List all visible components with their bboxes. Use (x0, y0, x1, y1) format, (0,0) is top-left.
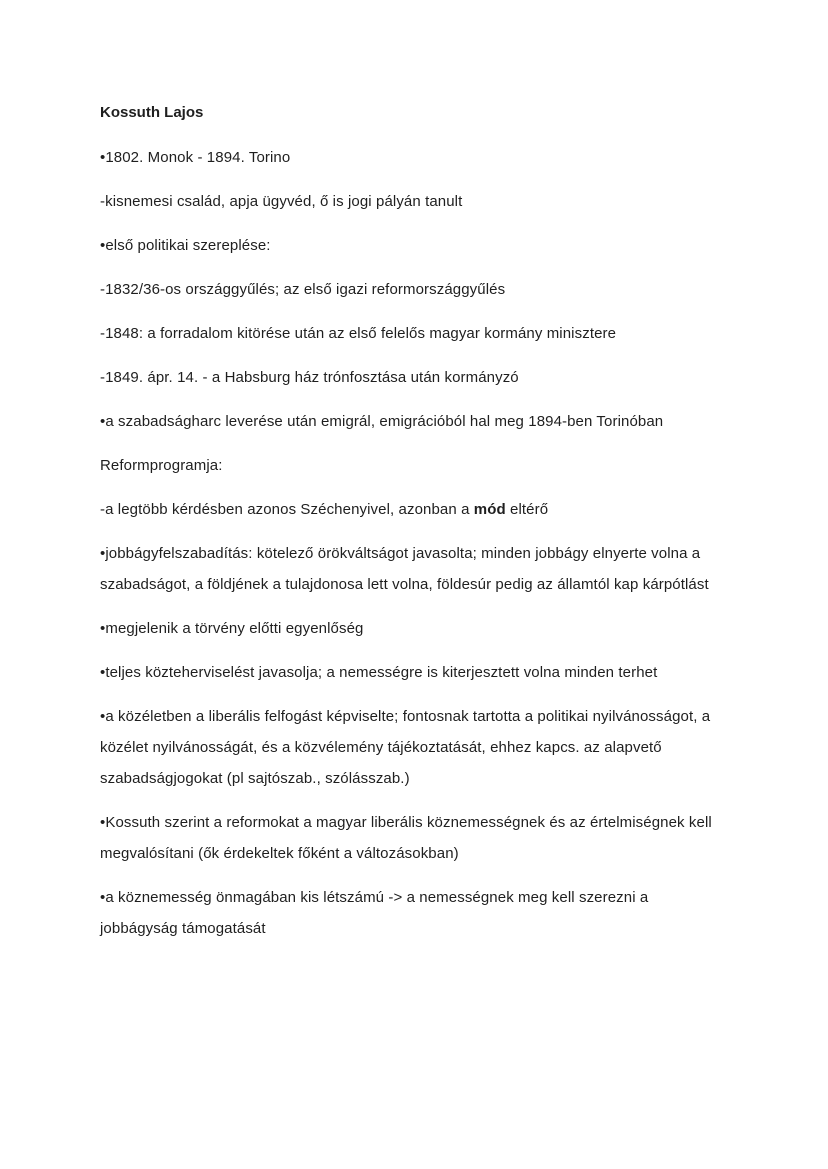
text-run: -kisnemesi család, apja ügyvéd, ő is jogi pályán tanult (100, 193, 463, 210)
paragraph (100, 186, 730, 217)
text-run: •a szabadságharc leverése után emigrál, emigrációból hal meg 1894-ben Torinóban (100, 413, 664, 430)
paragraph (100, 274, 730, 305)
paragraph (100, 657, 730, 688)
paragraph (100, 142, 730, 173)
paragraph (100, 494, 730, 525)
paragraph (100, 701, 730, 794)
text-run: eltérő (505, 501, 549, 518)
paragraph (100, 538, 730, 600)
text-run: -1849. ápr. 14. - a Habsburg ház trónfosztása után kormányzó (100, 369, 519, 386)
paragraph (100, 230, 730, 261)
document-body (100, 142, 730, 944)
text-run: -1848: a forradalom kitörése után az első felelős magyar kormány minisztere (100, 325, 617, 342)
text-run: •teljes közteherviselést javasolja; a nemességre is kiterjesztett volna minden terhet (100, 664, 658, 681)
paragraph (100, 362, 730, 393)
text-run: -a legtöbb kérdésben azonos Széchenyivel, azonban a (100, 501, 474, 518)
paragraph (100, 450, 730, 481)
document-title: Kossuth Lajos (100, 104, 204, 121)
text-run: •Kossuth szerint a reformokat a magyar liberális köznemességnek és az értelmiségnek kell megvalósítani (ők érdekeltek főként a változásokban) (100, 814, 712, 862)
text-run: •első politikai szereplése: (100, 237, 271, 254)
text-run: •megjelenik a törvény előtti egyenlőség (100, 620, 364, 637)
text-run: •a közéletben a liberális felfogást képviselte; fontosnak tartotta a politikai nyilvánosságot, a közélet nyilvánosságát, és a közvélemény tájékoztatását, ehhez kapcs. az alapvető szabadságjogokat (pl sajtószab., szólásszab.) (100, 708, 711, 787)
paragraph (100, 613, 730, 644)
text-run: Reformprogramja: (100, 457, 223, 474)
bold-text-run: mód (473, 501, 506, 518)
text-run: •a köznemesség önmagában kis létszámú -> a nemességnek meg kell szerezni a jobbágyság támogatását (100, 889, 649, 937)
text-run: •jobbágyfelszabadítás: kötelező örökváltságot javasolta; minden jobbágy elnyerte volna a szabadságot, a földjének a tulajdonosa lett volna, földesúr pedig az államtól kap kárpótlást (100, 545, 709, 593)
paragraph (100, 318, 730, 349)
paragraph (100, 807, 730, 869)
paragraph (100, 406, 730, 437)
paragraph (100, 882, 730, 944)
text-run: -1832/36-os országgyűlés; az első igazi reformországgyűlés (100, 281, 506, 298)
text-run: •1802. Monok - 1894. Torino (100, 149, 291, 166)
